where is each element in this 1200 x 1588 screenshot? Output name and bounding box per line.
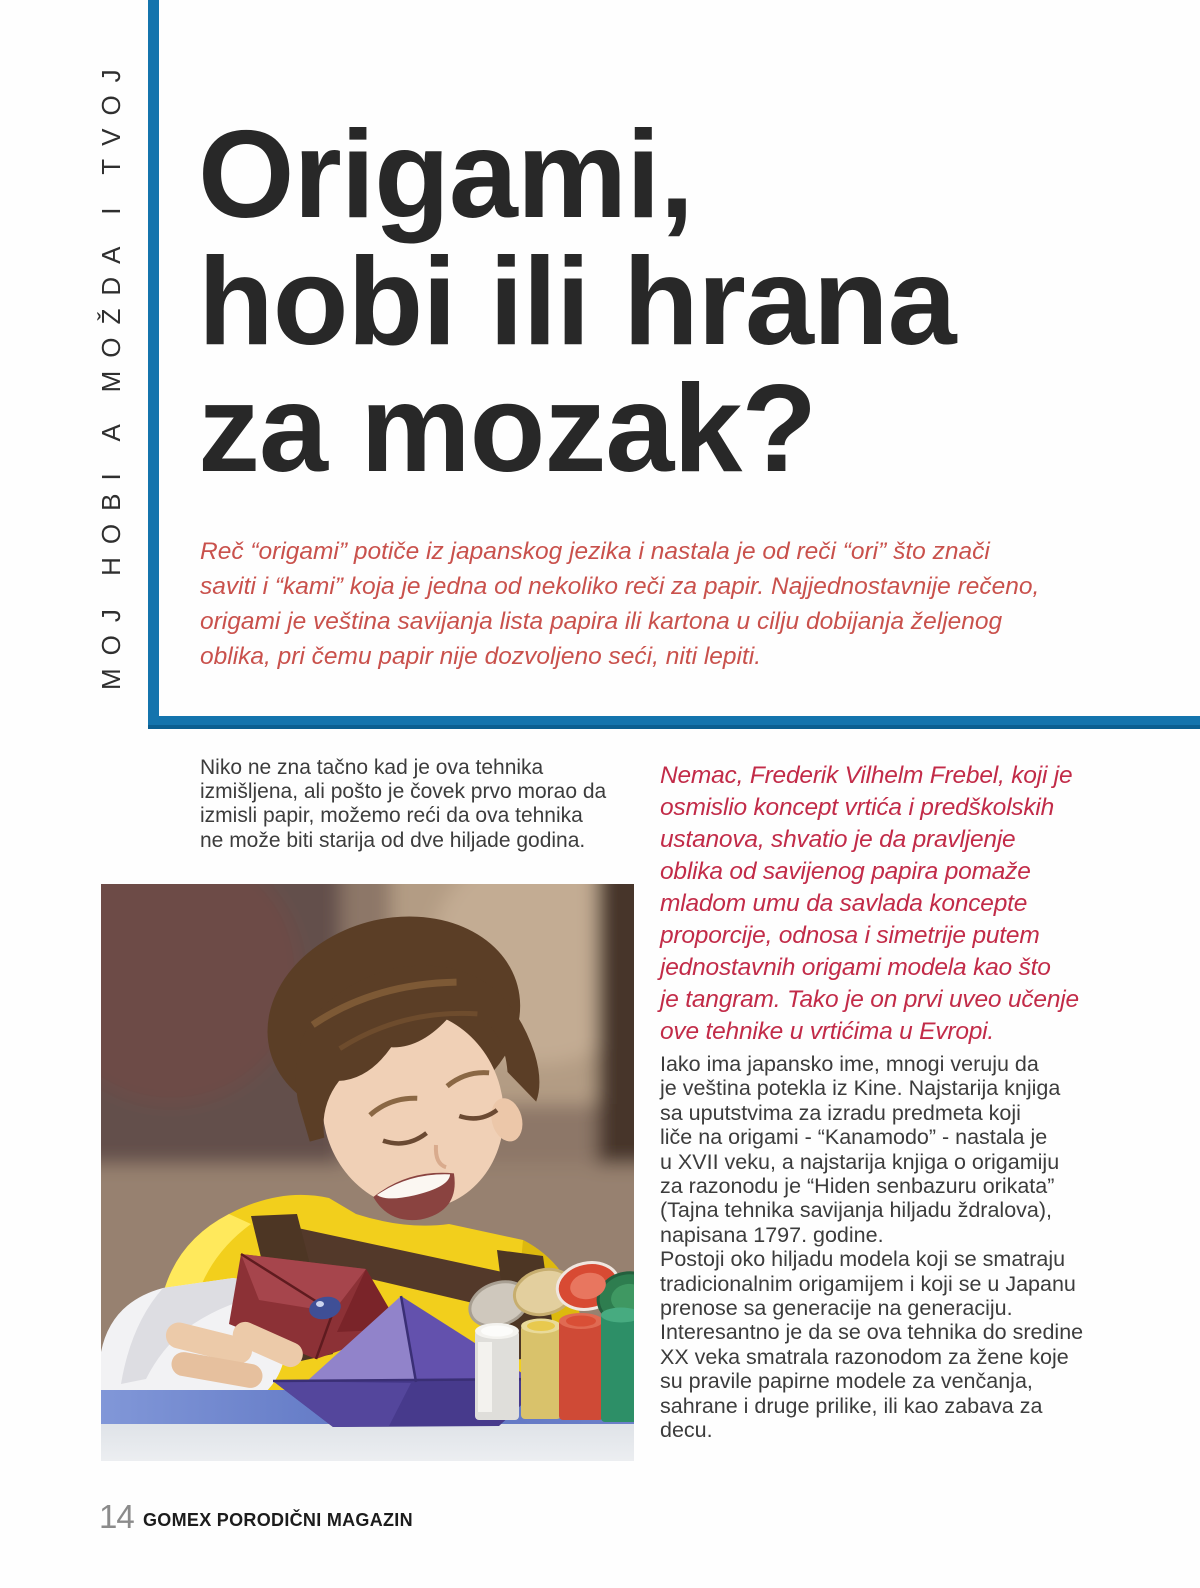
accent-bar-horizontal xyxy=(148,716,1200,729)
text-line: Interesantno je da se ova tehnika do sredine xyxy=(660,1320,1084,1345)
accent-bar-vertical xyxy=(148,0,159,729)
text-line: saviti i “kami” koja je jedna od nekoliko reči za papir. Najjednostavnije rečeno, xyxy=(200,573,1040,600)
text-line: origami je veština savijanja lista papira ili kartona u cilju dobijanja željenog xyxy=(200,608,1003,635)
text-line: jednostavnih origami modela kao što xyxy=(660,954,1051,981)
text-line: ove tehnike u vrtićima u Evropi. xyxy=(660,1018,995,1045)
child-origami-photo xyxy=(101,884,634,1461)
text-line: Reč “origami” potiče iz japanskog jezika i nastala je od reči “ori” što znači xyxy=(200,538,990,565)
text-line: za mozak? xyxy=(198,360,817,498)
text-line: sa uputstvima za izradu predmeta koji xyxy=(660,1100,1021,1125)
text-line: su pravile papirne modele za venčanja, xyxy=(660,1369,1033,1394)
text-line: izmišljena, ali pošto je čovek prvo morao da xyxy=(200,780,607,804)
left-column-paragraph xyxy=(200,756,606,853)
intro-paragraph xyxy=(200,534,1039,674)
text-line: osmislio koncept vrtića i predškolskih xyxy=(660,794,1055,821)
text-line: Postoji oko hiljadu modela koji se smatraju xyxy=(660,1247,1066,1272)
highlight-paragraph xyxy=(660,760,1079,1048)
text-line: tradicionalnim origamijem i koji se u Japanu xyxy=(660,1271,1076,1296)
text-line: oblika od savijenog papira pomaže xyxy=(660,858,1031,885)
page-number: 14 xyxy=(99,1498,134,1535)
text-line: napisana 1797. godine. xyxy=(660,1222,884,1247)
text-line: Niko ne zna tačno kad je ova tehnika xyxy=(200,756,544,779)
text-line: sahrane i druge prilike, ili kao zabava za xyxy=(660,1393,1043,1418)
text-line: liče na origami - “Kanamodo” - nastala je xyxy=(660,1125,1048,1150)
text-line: ustanova, shvatio je da pravljenje xyxy=(660,826,1016,853)
text-line: prenose sa generacije na generaciju. xyxy=(660,1296,1013,1321)
text-line: u XVII veku, a najstarija knjiga o origamiju xyxy=(660,1149,1060,1174)
magazine-name: GOMEX PORODIČNI MAGAZIN xyxy=(143,1510,413,1530)
text-line: mladom umu da savlada koncepte xyxy=(660,890,1028,917)
text-line: za razonodu je “Hiden senbazuru orikata” xyxy=(660,1174,1055,1199)
text-line: (Tajna tehnika savijanja hiljadu ždralova), xyxy=(660,1198,1052,1223)
text-line: Nemac, Frederik Vilhelm Frebel, koji je xyxy=(660,762,1073,789)
photo-illustration xyxy=(101,884,634,1461)
text-line: XX veka smatrala razonodom za žene koje xyxy=(660,1344,1069,1369)
sidebar-vertical-label: MOJ HOBI A MOŽDA I TVOJ xyxy=(96,56,126,690)
text-line: izmisli papir, možemo reći da ova tehnika xyxy=(200,804,583,828)
text-line: Origami, xyxy=(198,106,694,244)
right-column-paragraph xyxy=(660,1052,1083,1443)
text-line: hobi ili hrana xyxy=(198,233,956,371)
text-line: je tangram. Tako je on prvi uveo učenje xyxy=(660,986,1079,1013)
text-line: proporcije, odnosa i simetrije putem xyxy=(660,922,1040,949)
article-title xyxy=(198,106,956,498)
text-line: Iako ima japansko ime, mnogi veruju da xyxy=(660,1052,1039,1076)
text-line: ne može biti starija od dve hiljade godina. xyxy=(200,828,586,852)
text-line: je veština potekla iz Kine. Najstarija knjiga xyxy=(660,1076,1061,1101)
text-line: decu. xyxy=(660,1418,713,1443)
text-line: oblika, pri čemu papir nije dozvoljeno seći, niti lepiti. xyxy=(200,643,762,670)
photo-table-surface xyxy=(101,1424,634,1461)
